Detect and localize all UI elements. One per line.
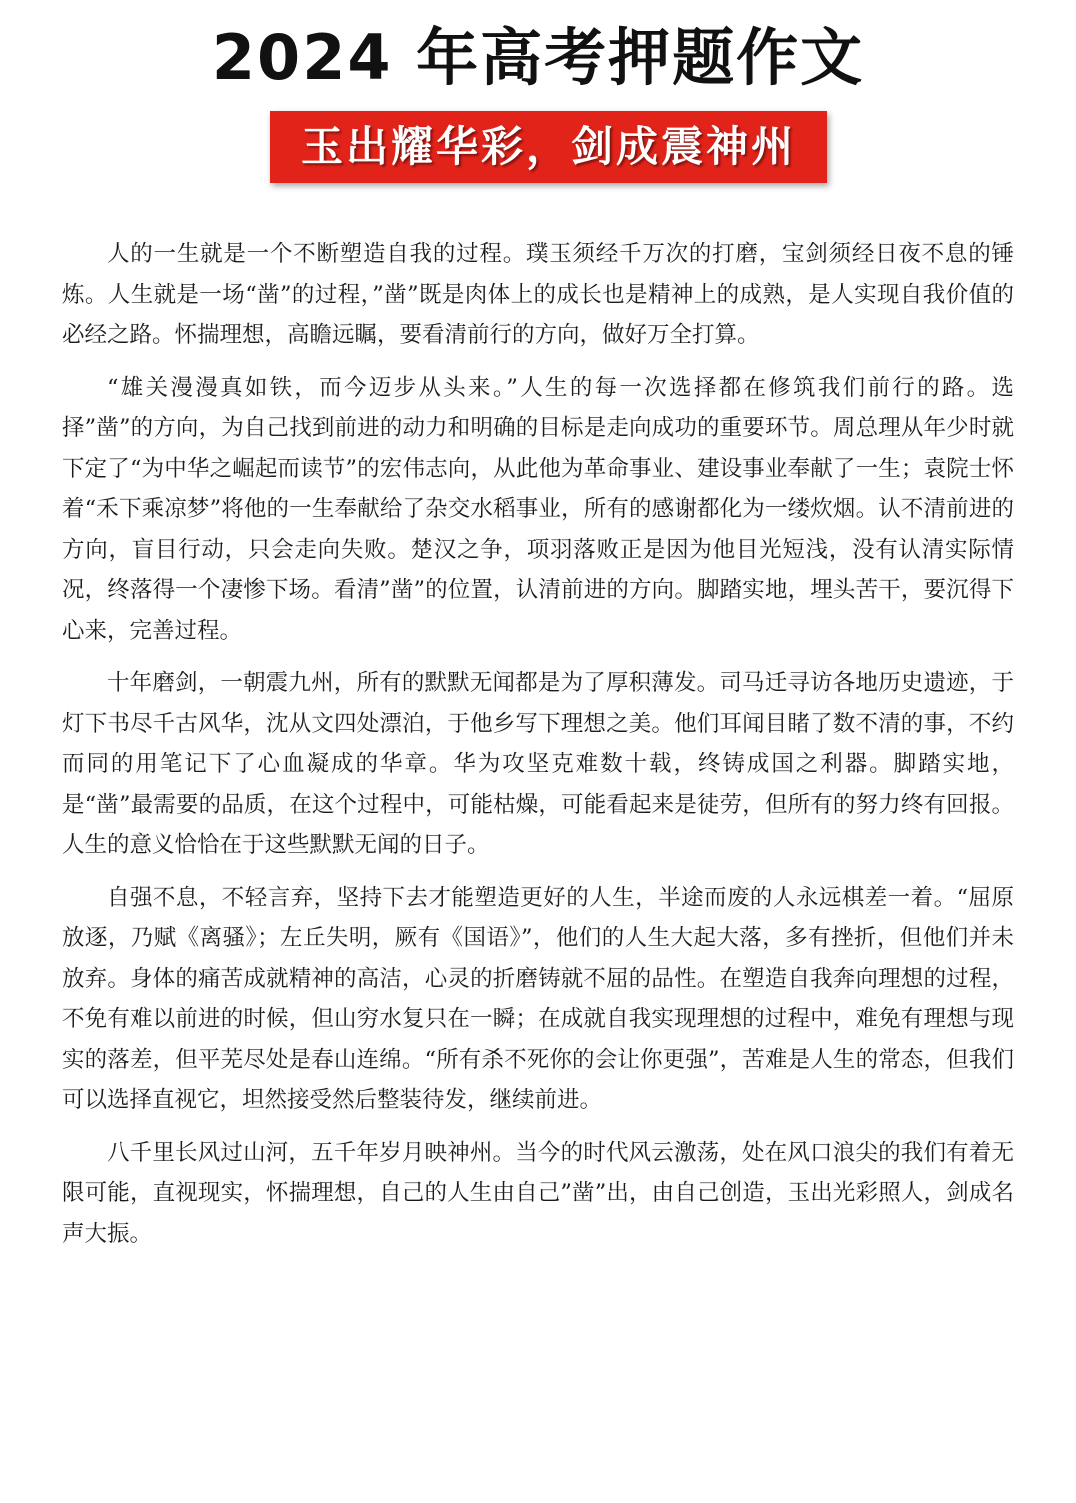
essay-paragraph-1: 人的一生就是一个不断塑造自我的过程。璞玉须经千万次的打磨，宝剑须经日夜不息的锤炼。人生就是一场“凿”的过程，”凿”既是肉体上的成长也是精神上的成熟，是人实现自我价值的必经之路。怀揣理想，高瞻远瞩，要看清前行的方向，做好万全打算。 xyxy=(62,241,1014,348)
essay-paragraph-2: “雄关漫漫真如铁，而今迈步从头来。”人生的每一次选择都在修筑我们前行的路。选择”凿”的方向，为自己找到前进的动力和明确的目标是走向成功的重要环节。周总理从年少时就下定了“为中华之崛起而读节”的宏伟志向，从此他为革命事业、建设事业奉献了一生；袁院士怀着“禾下乘凉梦”将他的一生奉献给了杂交水稻事业，所有的感谢都化为一缕炊烟。认不清前进的方向，盲目行动，只会走向失败。楚汉之争，项羽落败正是因为他目光短浅，没有认清实际情况，终落得一个凄惨下场。看清”凿”的位置，认清前进的方向。脚踏实地，埋头苦干，要沉得下心来，完善过程。 xyxy=(62,374,1014,644)
essay-paragraph-4: 自强不息，不轻言弃，坚持下去才能塑造更好的人生，半途而废的人永远棋差一着。“屈原放逐，乃赋《离骚》；左丘失明，厥有《国语》”，他们的人生大起大落，多有挫折，但他们并未放弃。身体的痛苦成就精神的高洁，心灵的折磨铸就不屈的品性。在塑造自我奔向理想的过程，不免有难以前进的时候，但山穷水复只在一瞬；在成就自我实现理想的过程中，难免有理想与现实的落差，但平芜尽处是春山连绵。“所有杀不死你的会让你更强”，苦难是人生的常态，但我们可以选择直视它，坦然接受然后整装待发，继续前进。 xyxy=(62,884,1014,1113)
document-title: 2024 年高考押题作文 xyxy=(211,21,865,94)
essay-body xyxy=(62,234,1014,1266)
essay-paragraph-5: 八千里长风过山河，五千年岁月映神州。当今的时代风云激荡，处在风口浪尖的我们有着无限可能，直视现实，怀揣理想，自己的人生由自己”凿”出，由自己创造，玉出光彩照人，剑成名声大振。 xyxy=(62,1139,1014,1247)
subtitle-text: 玉出耀华彩，剑成震神州 xyxy=(300,122,796,171)
essay-paragraph-3: 十年磨剑，一朝震九州，所有的默默无闻都是为了厚积薄发。司马迁寻访各地历史遗迹，于灯下书尽千古风华，沈从文四处漂泊，于他乡写下理想之美。他们耳闻目睹了数不清的事，不约而同的用笔记下了心血凝成的华章。华为攻坚克难数十载，终铸成国之利器。脚踏实地，是“凿”最需要的品质，在这个过程中，可能枯燥，可能看起来是徒劳，但所有的努力终有回报。人生的意义恰恰在于这些默默无闻的日子。 xyxy=(62,670,1014,858)
subtitle-banner xyxy=(270,111,827,183)
